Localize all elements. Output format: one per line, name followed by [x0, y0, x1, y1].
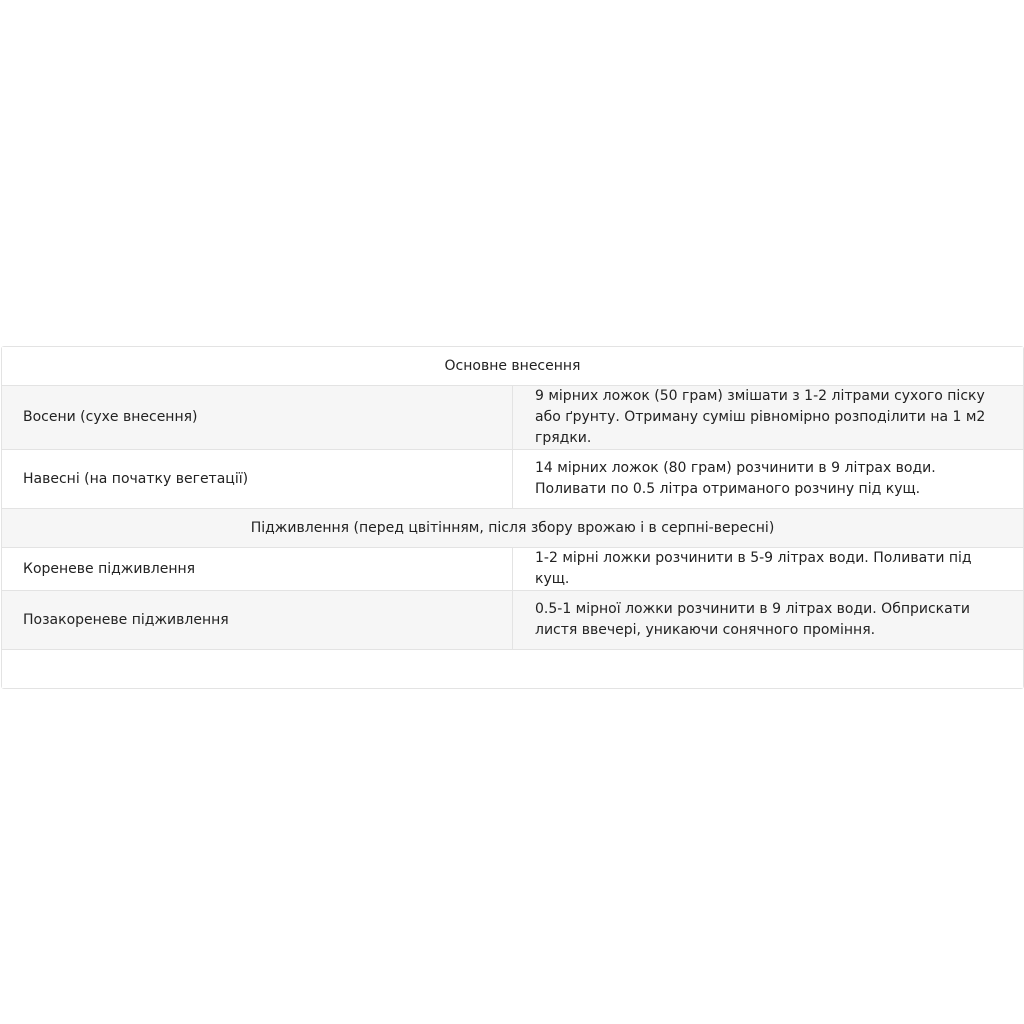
empty-footer-row	[2, 650, 1023, 689]
row-value-autumn: 9 мірних ложок (50 грам) змішати з 1-2 літрами сухого піску або ґрунту. Отриману суміш рівномірно розподілити на 1 м2 грядки.	[513, 386, 1024, 450]
table-row	[2, 591, 1023, 650]
row-value-foliar-feeding: 0.5-1 мірної ложки розчинити в 9 літрах води. Обприскати листя ввечері, уникаючи сонячного проміння.	[513, 591, 1024, 650]
row-label-autumn: Восени (сухе внесення)	[2, 386, 513, 450]
section-title-feeding: Підживлення (перед цвітінням, після збору врожаю і в серпні-вересні)	[2, 509, 1023, 548]
row-label-spring: Навесні (на початку вегетації)	[2, 450, 513, 509]
section-header-row	[2, 347, 1023, 386]
row-value-spring: 14 мірних ложок (80 грам) розчинити в 9 літрах води. Поливати по 0.5 літра отриманого розчину під кущ.	[513, 450, 1024, 509]
fertilizer-usage-table	[2, 347, 1023, 688]
empty-footer-cell	[2, 650, 1023, 689]
table-row	[2, 450, 1023, 509]
table-row	[2, 548, 1023, 591]
section-title-basic-application: Основне внесення	[2, 347, 1023, 386]
section-header-row	[2, 509, 1023, 548]
table-row	[2, 386, 1023, 450]
row-value-root-feeding: 1-2 мірні ложки розчинити в 5-9 літрах води. Поливати під кущ.	[513, 548, 1024, 591]
application-table	[1, 346, 1024, 689]
row-label-root-feeding: Кореневе підживлення	[2, 548, 513, 591]
row-label-foliar-feeding: Позакореневе підживлення	[2, 591, 513, 650]
